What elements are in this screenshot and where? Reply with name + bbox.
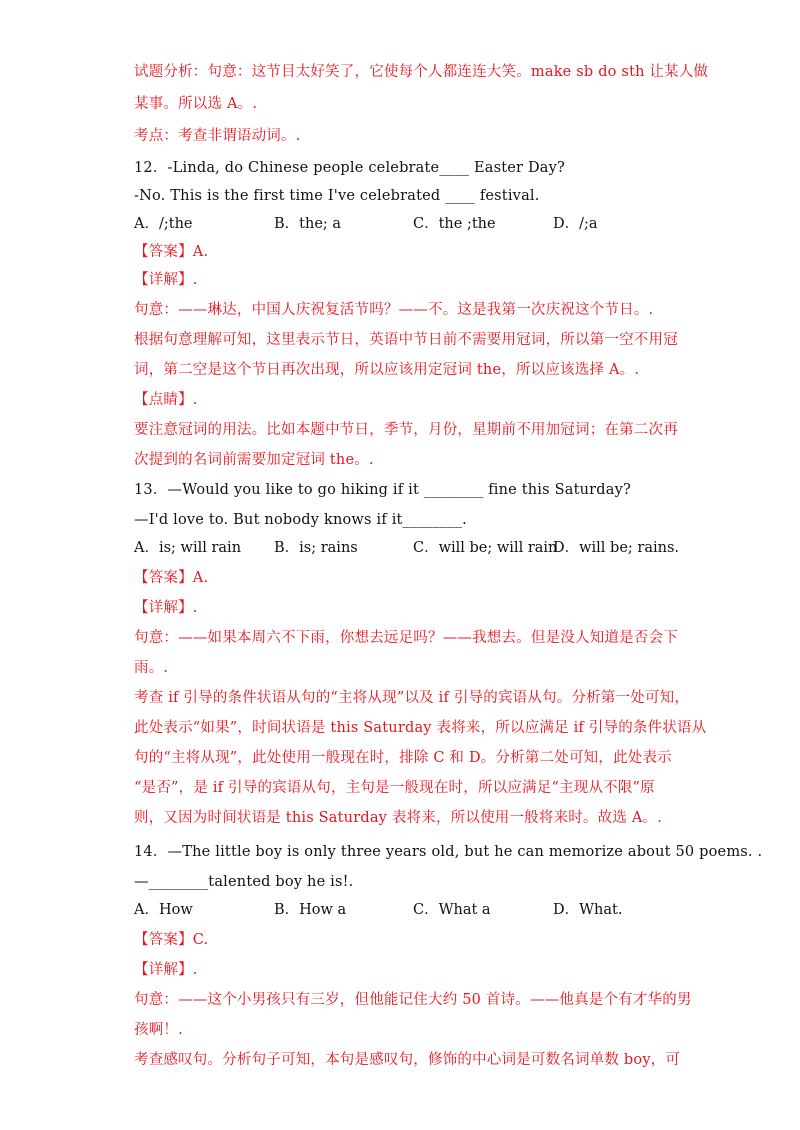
q12-option-d: D．/;a — [553, 216, 598, 232]
q12-detail-line: 句意：——琳达，中国人庆祝复活节吗？——不。这是我第一次庆祝这个节日。. — [134, 302, 654, 318]
q14-detail-line: 考查感叹句。分析句子可知，本句是感叹句，修饰的中心词是可数名词单数 boy，可 — [134, 1052, 681, 1068]
q13-detail-line: 考查 if 引导的条件状语从句的“主将从现”以及 if 引导的宾语从句。分析第一处可知， — [134, 690, 690, 706]
q13-detail-line: 则，又因为时间状语是 this Saturday 表将来，所以使用一般将来时。故选 A。. — [134, 810, 663, 826]
q13-answer: 【答案】A. — [134, 570, 209, 586]
q13-option-b: B．is; rains — [274, 540, 358, 556]
q14-option-d: D．What. — [553, 902, 623, 918]
q13-option-c: C．will be; will rain — [413, 540, 558, 556]
q12-option-c: C．the ;the — [413, 216, 496, 232]
q13-detail-line: 此处表示“如果”，时间状语是 this Saturday 表将来，所以应满足 if 引导的条件状语从 — [134, 720, 707, 736]
q13-detail-label: 【详解】. — [134, 600, 198, 616]
q14-stem-line-1: 14．—The little boy is only three years old, but he can memorize about 50 poems. . — [134, 844, 763, 860]
analysis-line: 试题分析：句意：这节目太好笑了，它使每个人都连连大笑。make sb do sth 让某人做 — [134, 64, 709, 80]
q12-detail-label: 【详解】. — [134, 272, 198, 288]
q14-option-c: C．What a — [413, 902, 491, 918]
q14-option-b: B．How a — [274, 902, 347, 918]
q12-stem-line-1: 12．-Linda, do Chinese people celebrate____ Easter Day? — [134, 160, 565, 176]
q12-detail-line: 词，第二空是这个节日再次出现，所以应该用定冠词 the，所以应该选择 A。. — [134, 362, 640, 378]
q12-stem-line-2: -No. This is the first time I've celebrated ____ festival. — [134, 188, 540, 204]
q13-detail-line: 句意：——如果本周六不下雨，你想去远足吗？——我想去。但是没人知道是否会下 — [134, 630, 678, 646]
q14-detail-line: 孩啊！. — [134, 1022, 183, 1038]
q12-option-b: B．the; a — [274, 216, 342, 232]
q12-dianjing-line: 次提到的名词前需要加定冠词 the。. — [134, 452, 374, 468]
q13-detail-line: 句的“主将从现”，此处使用一般现在时，排除 C 和 D。分析第二处可知，此处表示 — [134, 750, 672, 766]
q12-dianjing-line: 要注意冠词的用法。比如本题中节日，季节，月份，星期前不用加冠词；在第二次再 — [134, 422, 678, 438]
analysis-line: 某事。所以选 A。. — [134, 96, 258, 112]
q13-detail-line: “是否”，是 if 引导的宾语从句，主句是一般现在时，所以应满足“主现从不限”原 — [134, 780, 655, 796]
q12-dianjing-label: 【点睛】. — [134, 392, 198, 408]
q13-stem-line-2: —I'd love to. But nobody knows if it________. — [134, 512, 467, 528]
q14-detail-line: 句意：——这个小男孩只有三岁，但他能记住大约 50 首诗。——他真是个有才华的男 — [134, 992, 692, 1008]
q14-stem-line-2: —________talented boy he is!. — [134, 874, 354, 890]
q13-detail-line: 雨。. — [134, 660, 169, 676]
q12-option-a: A．/;the — [134, 216, 193, 232]
q12-answer: 【答案】A. — [134, 244, 209, 260]
q13-option-a: A．is; will rain — [134, 540, 242, 556]
q12-detail-line: 根据句意理解可知，这里表示节日，英语中节日前不需要用冠词，所以第一空不用冠 — [134, 332, 678, 348]
q14-answer: 【答案】C. — [134, 932, 209, 948]
q13-stem-line-1: 13．—Would you like to go hiking if it ________ fine this Saturday? — [134, 482, 631, 498]
q13-option-d: D．will be; rains. — [553, 540, 680, 556]
kaodian-line: 考点：考查非谓语动词。. — [134, 128, 301, 144]
q14-option-a: A．How — [134, 902, 193, 918]
q14-detail-label: 【详解】. — [134, 962, 198, 978]
